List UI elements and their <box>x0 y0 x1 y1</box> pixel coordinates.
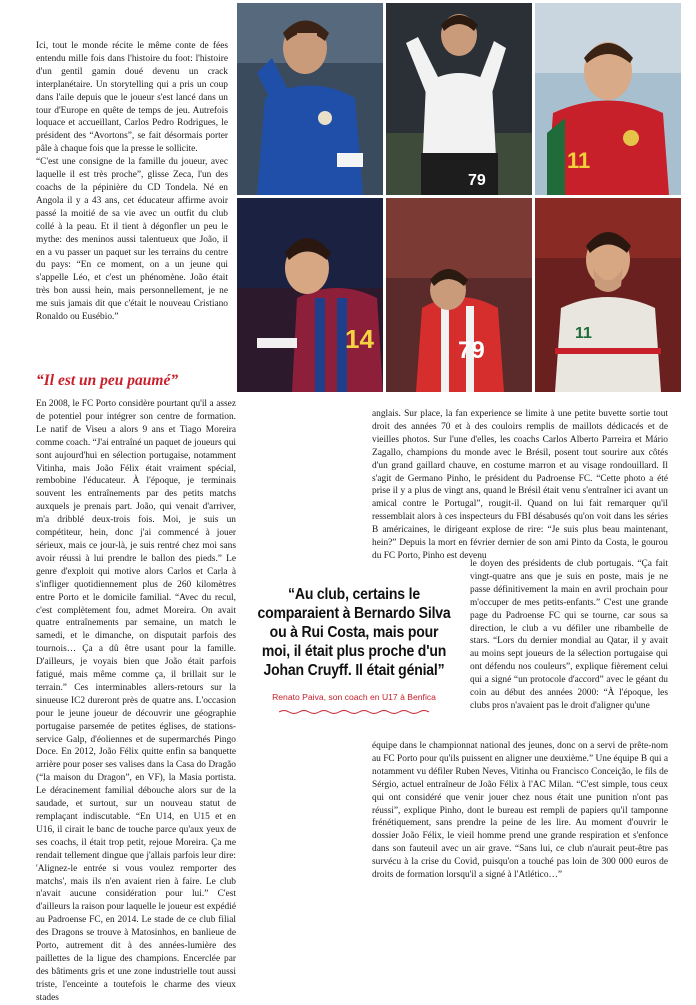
section-subhead: “Il est un peu paumé” <box>36 372 179 389</box>
left-column <box>36 398 236 1005</box>
svg-text:14: 14 <box>345 324 374 354</box>
left-column-text: En 2008, le FC Porto considère pourtant qu'il a assez de potentiel pour intégrer son centre de formation. Le natif de Viseu a alors 9 ans et Tiago Moreira comme coach. “J'ai entraîné un paquet de joueurs qui sont aujourd'hui en sélection portugaise, notamment Vitinha, mais João Félix était vraiment spécial, rembobine l'éducateur. À l'époque, je terminais souvent les entraînements par des petits matchs auxquels je prenais part. João, qui venait d'arriver, m'a dribblé deux-trois fois. Moi, je suis un compétiteur, hein, donc j'ai commencé à jouer sérieux, mais ce jour-là, je suis rentré chez moi sans avoir réussi à lui prendre le ballon des pieds.” Le genre d'exploit qui motive alors Carlos et Carla à s'infliger quotidiennement plus de 260 kilomètres entre Porto et le domicile familial. “Avec du recul, c'est complètement fou, admet Moreira. On avait quatre entraînements par semaine, un match le samedi, et le dimanche, on disputait parfois des tournois… Ça a dû être usant pour la famille. D'ailleurs, je voyais bien que João était parfois fatigué, mais même comme ça, il brillait sur le terrain.” Ces interminables allers-retours sur la sinueuse IC2 dureront près de quatre ans. L'occasion pour le jeune joueur de découvrir une géographie portugaise parsemée de petites églises, de stations-service Galp, d'éoliennes et de supermarchés Pingo Doce. En 2012, João Félix quitte enfin sa banquette arrière pour poser ses valises dans la Casa do Dragão (“la maison du Dragon”, en VF), la Masia portista. Le déracinement familial débouche alors sur de la saudade, et surtout, sur un nouveau statut de remplaçant indiscutable. “En U14, en U15 et en U16, il cirait le banc de touche parce qu'aux yeux de ses coachs, il était trop petit, rejoue Moreira. Ça me rendait tellement dingue que j'allais parfois leur dire: 'Alignez-le entrée si vous voulez remporter des matchs', mais ils n'en avaient rien à faire. Le club n'avait aucune considération pour lui.” C'est d'ailleurs la raison pour laquelle le joueur est expédié au Padroense FC, en 2014. Le stade de ce club filial des Dragons se trouve à Matosinhos, en banlieue de Porto, autrement dit à des années-lumière des paillettes de la ligue des champions. Encerclée par des bâtiments gris et une zone industrielle tout aussi triste, l'enceinte a toutefois le charme des vieux stades <box>36 399 236 1003</box>
photo-milan <box>386 3 532 195</box>
intro-paragraph-2: “C'est une consigne de la famille du joueur, avec laquelle il est très proche”, glisse Zeca, l'un des coachs de la pépinière du CD Tondela. Né en Angola il y a 43 ans, cet éducateur affirme avoir passé la moitié de sa vie avec un outfit du club collé à la peau. Et il tient à dégonfler un peu le mythe: des meninos aussi talentueux que João, il en a vu passer un paquet sur les terrains du centre du pays: “En ce moment, on a un jeune qui s'appelle Léo, et c'est un phénomène. João était très bon aussi hein, mais personnellement, je ne me suis jamais dit que c'était le nouveau Cristiano Ronaldo ou Eusébio.” <box>36 157 228 323</box>
photo-portugal <box>535 3 681 195</box>
chelsea-player-photo-icon <box>237 3 383 195</box>
photo-atletico <box>386 198 532 392</box>
pull-quote-text: “Au club, certains le comparaient à Bernardo Silva ou à Rui Costa, mais pour moi, il était plus proche d'un Johan Cruyff. Il était génial” <box>257 586 451 679</box>
photo-barcelona <box>237 198 383 392</box>
right-mid-text: le doyen des présidents de club portugais. “Ça fait vingt-quatre ans que je suis en poste, mais je ne passe définitivement la main en avril prochain pour m'occuper de mes petits-enfants.” C'est une grande page du Padroense FC qui se tourne, car sous sa direction, le club a vu défiler une ribambelle de stars. “Lors du dernier mondial au Qatar, il y avait au moins sept joueurs de la sélection portugaise qui ont défendu nos couleurs”, explique fièrement celui qui a signé “un protocole d'accord” avec le géant du coin au début des années 2000: “À l'époque, les clubs pros n'avaient pas le droit d'aligner qu'une <box>470 559 668 711</box>
right-top-text: anglais. Sur place, la fan experience se limite à une petite buvette sortie tout droit des années 70 et à des couloirs remplis de maillots dédicacés et de vieilles photos. Sur l'une d'elles, les coachs Carlos Alberto Parreira et Mário Zagallo, champions du monde avec le Brésil, posent tout sourire aux côtés d'un grand gaillard chauve, en costume marron et au visage rondouillard. Il s'agit de Germano Pinho, le président du Padroense FC. “Cette photo a été prise il y a plus de vingt ans, quand le Brésil était venu s'entraîner ici avant un amical contre le Portugal”, rougit-il. Quand on lui fait remarquer qu'il ressemblait alors à ces inspecteurs du FBI désabusés qu'on voit dans les séries B américaines, le dirigeant explose de rire: “Je suis plus beau maintenant, hein?” Depuis la mort en février dernier de son ami Pinto da Costa, le gourou du FC Porto, Pinho est devenu <box>372 409 668 561</box>
svg-text:79: 79 <box>458 337 485 364</box>
pull-quote <box>246 585 462 720</box>
barcelona-player-photo-icon <box>237 198 383 392</box>
right-column-top <box>372 408 668 563</box>
svg-text:79: 79 <box>468 172 486 189</box>
intro-paragraph-1: Ici, tout le monde récite le même conte de fées entendu mille fois dans l'histoire du foot: l'histoire d'un gentil gamin doué devenu un crack interplanétaire. Un storytelling qui a pris un coup dans l'aile depuis que le joueur s'est lancé dans un tour d'Europe en quête de temps de jeu. Autrefois loquace et accueillant, Carlos Pedro Rodrigues, le président des “Avortons”, se fait désormais porter pâle à chaque fois que la presse le sollicite. <box>36 41 228 155</box>
photo-chelsea <box>237 3 383 195</box>
portugal-away-player-photo-icon <box>535 198 681 392</box>
svg-text:11: 11 <box>567 148 591 173</box>
right-column-bottom <box>372 740 668 882</box>
intro-column <box>36 40 228 324</box>
portugal-player-photo-icon <box>535 3 681 195</box>
photo-portugal-away <box>535 198 681 392</box>
wave-divider-icon <box>279 709 429 715</box>
milan-player-photo-icon <box>386 3 532 195</box>
right-bottom-text: équipe dans le championnat national des jeunes, donc on a servi de prête-nom au FC Porto pour qu'ils puissent en aligner une deuxième.” Une équipe B qui a notamment vu défiler Ruben Neves, Vitinha ou Francisco Conceição, le fils de Sérgio, actuel entraîneur de João Félix à l'AC Milan. “C'est simple, tous ceux qui ont considéré que venir jouer chez nous était une punition n'ont pas réussi”, explique Pinho, dont le bureau est rempli de papiers qu'il tamponne frénétiquement, sans prendre la peine de les lire. Au moment d'ouvrir le dossier João Félix, le vieil homme prend une grande respiration et s'enfonce dans son fauteuil avec un air grave. “Sans lui, ce club n'aurait peut-être pas survécu à la crise du Covid, puisqu'on a touché pas loin de 300 000 euros de droits de formation lorsqu'il a signé à l'Atlético…” <box>372 741 668 881</box>
svg-text:11: 11 <box>575 325 592 342</box>
atletico-player-photo-icon <box>386 198 532 392</box>
right-column-mid <box>470 558 668 713</box>
pull-quote-credit: Renato Paiva, son coach en U17 à Benfica <box>272 692 436 702</box>
